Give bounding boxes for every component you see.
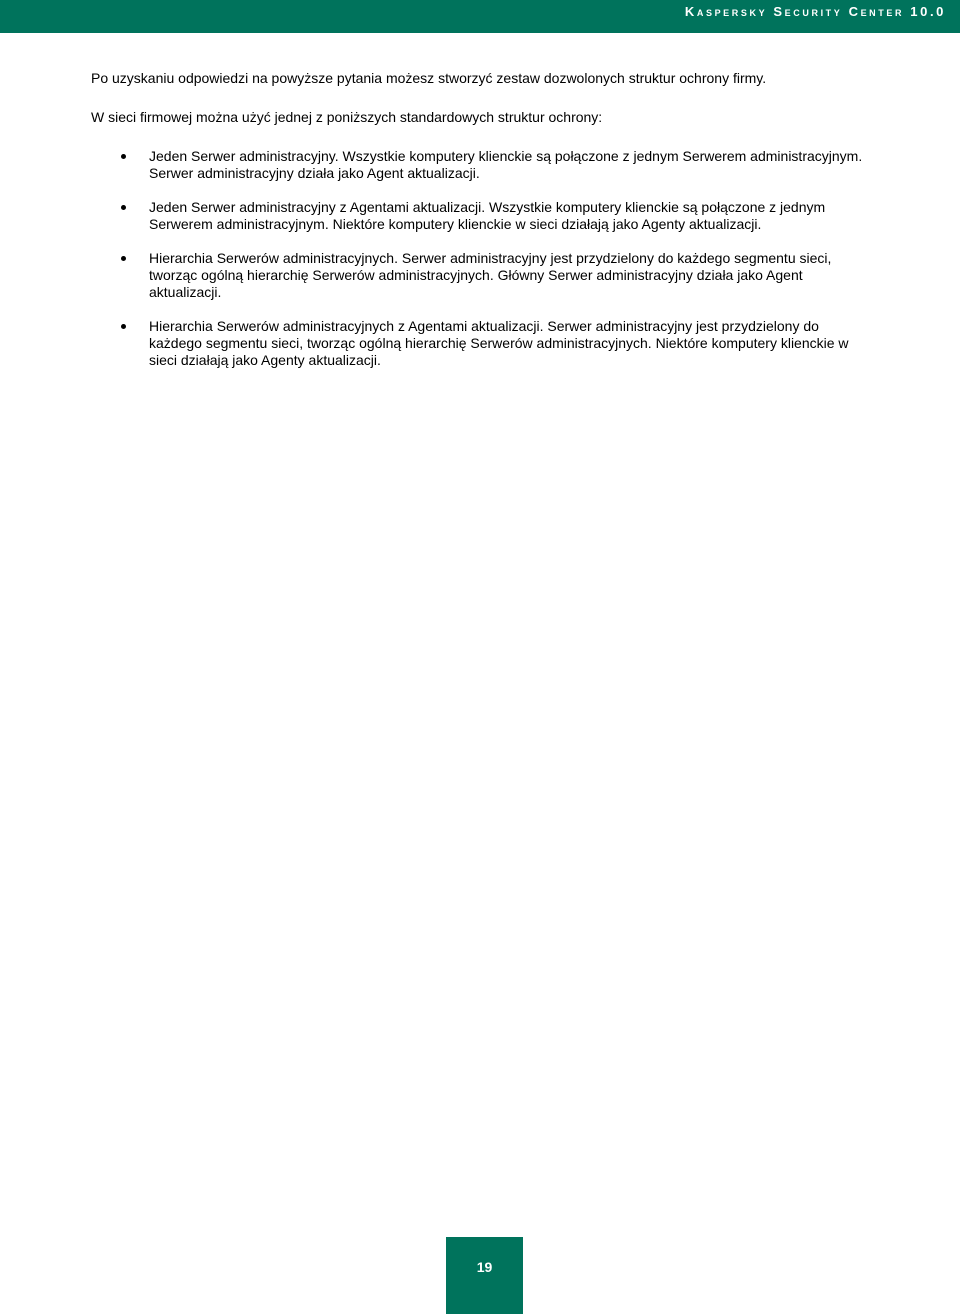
list-item-text: Jeden Serwer administracyjny z Agentami aktualizacji. Wszystkie komputery klienckie są połączone z jednym Serwerem administracyjnym. Niektóre komputery klienckie w sieci działają jako Agenty aktualizacji. xyxy=(149,199,826,232)
page-number: 19 xyxy=(476,1259,493,1275)
page-header xyxy=(0,0,960,33)
list-item xyxy=(91,318,871,369)
list-item xyxy=(91,199,871,233)
list-item-text: Hierarchia Serwerów administracyjnych. Serwer administracyjny jest przydzielony do każdego segmentu sieci, tworząc ogólną hierarchię Serwerów administracyjnych. Główny Serwer administracyjny działa jako Agent aktualizacji. xyxy=(149,250,832,300)
bullet-icon xyxy=(121,205,126,210)
lead-paragraph: W sieci firmowej można użyć jednej z poniższych standardowych struktur ochrony: xyxy=(91,109,603,125)
list-item xyxy=(91,250,871,301)
header-title: Kaspersky Security Center 10.0 xyxy=(684,4,946,19)
list-item-text: Jeden Serwer administracyjny. Wszystkie komputery klienckie są połączone z jednym Serwerem administracyjnym. Serwer administracyjny działa jako Agent aktualizacji. xyxy=(149,148,863,181)
structure-list xyxy=(91,148,871,369)
bullet-icon xyxy=(121,256,126,261)
bullet-icon xyxy=(121,324,126,329)
main-content xyxy=(91,70,871,386)
page-number-box xyxy=(446,1237,523,1314)
bullet-icon xyxy=(121,154,126,159)
list-item xyxy=(91,148,871,182)
intro-paragraph: Po uzyskaniu odpowiedzi na powyższe pytania możesz stworzyć zestaw dozwolonych struktur ochrony firmy. xyxy=(91,70,767,86)
list-item-text: Hierarchia Serwerów administracyjnych z Agentami aktualizacji. Serwer administracyjny jest przydzielony do każdego segmentu sieci, tworząc ogólną hierarchię Serwerów administracyjnych. Niektóre komputery klienckie w sieci działają jako Agenty aktualizacji. xyxy=(149,318,849,368)
